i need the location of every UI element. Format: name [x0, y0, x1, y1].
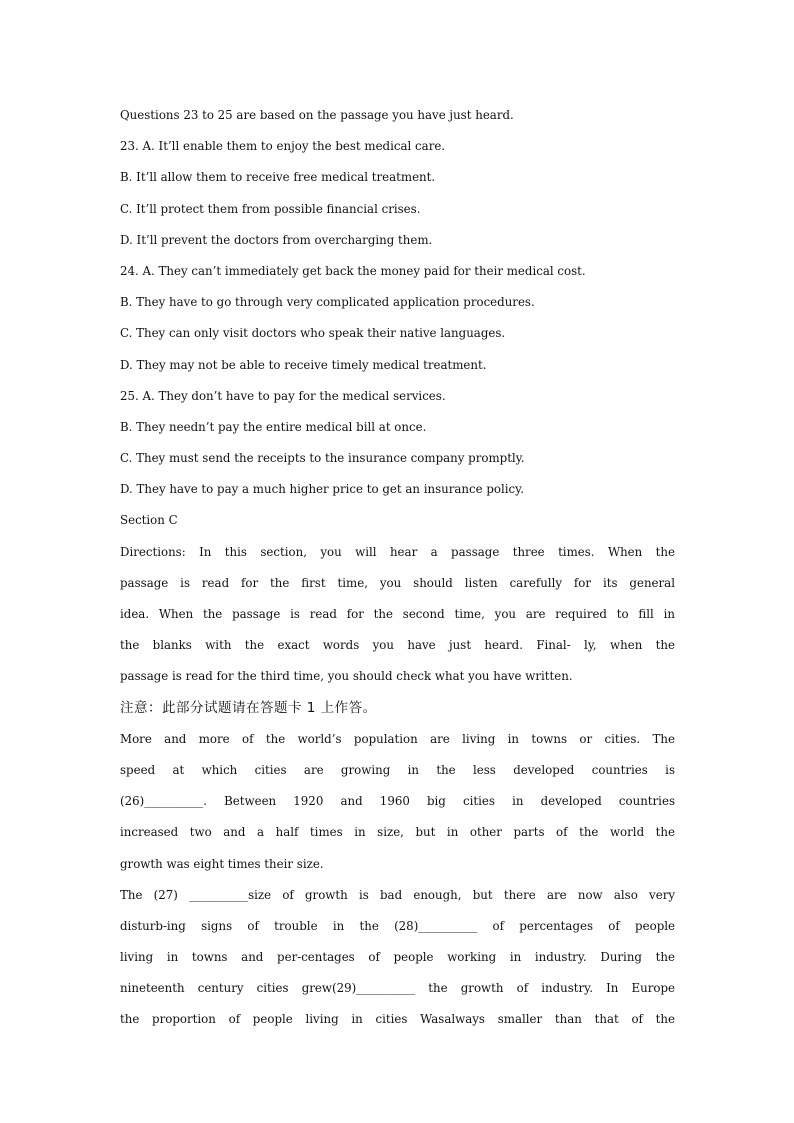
passage-line: increased two and a half times in size, but in other parts of the world the [120, 825, 675, 840]
q24-option-c: C. They can only visit doctors who speak their native languages. [120, 326, 506, 341]
directions-line: passage is read for the third time, you should check what you have written. [120, 669, 573, 684]
q25-option-b: B. They needn’t pay the entire medical bill at once. [120, 419, 427, 434]
passage-line: nineteenth century cities grew(29)__________ the growth of industry. In Europe [120, 981, 675, 996]
q25-option-d: D. They have to pay a much higher price to get an insurance policy. [120, 482, 525, 497]
passage-line: (26)__________. Between 1920 and 1960 big cities in developed countries [120, 794, 675, 809]
passage-line: More and more of the world’s population are living in towns or cities. The [120, 731, 675, 746]
q23-option-c: C. It’ll protect them from possible financial crises. [120, 201, 421, 216]
q23-option-b: B. It’ll allow them to receive free medical treatment. [120, 170, 436, 185]
q25-option-c: C. They must send the receipts to the insurance company promptly. [120, 451, 525, 466]
answer-sheet-notice: 注意：此部分试题请在答题卡 1 上作答。 [120, 699, 377, 716]
passage-line: living in towns and per-centages of people working in industry. During the [120, 950, 675, 965]
passage-line: The (27) __________size of growth is bad enough, but there are now also very [120, 887, 675, 902]
q23-option-d: D. It’ll prevent the doctors from overcharging them. [120, 232, 433, 247]
q24-option-a: 24. A. They can’t immediately get back the money paid for their medical cost. [120, 263, 586, 278]
q24-option-d: D. They may not be able to receive timely medical treatment. [120, 357, 487, 372]
q23-option-a: 23. A. It’ll enable them to enjoy the best medical care. [120, 139, 446, 154]
q24-option-b: B. They have to go through very complicated application procedures. [120, 295, 535, 310]
section-c-heading: Section C [120, 513, 178, 528]
directions-line: the blanks with the exact words you have just heard. Final- ly, when the [120, 638, 675, 653]
q25-option-a: 25. A. They don’t have to pay for the medical services. [120, 388, 446, 403]
directions-line: Directions: In this section, you will hear a passage three times. When the [120, 544, 675, 559]
directions-line: passage is read for the first time, you should listen carefully for its general [120, 575, 675, 590]
passage-line: disturb-ing signs of trouble in the (28)__________ of percentages of people [120, 918, 675, 933]
passage-line: the proportion of people living in cities Wasalways smaller than that of the [120, 1012, 675, 1027]
questions-intro: Questions 23 to 25 are based on the passage you have just heard. [120, 108, 514, 122]
passage-line: speed at which cities are growing in the less developed countries is [120, 762, 675, 777]
directions-line: idea. When the passage is read for the second time, you are required to fill in [120, 607, 675, 621]
document-page [120, 103, 675, 1039]
passage-line: growth was eight times their size. [120, 856, 324, 871]
